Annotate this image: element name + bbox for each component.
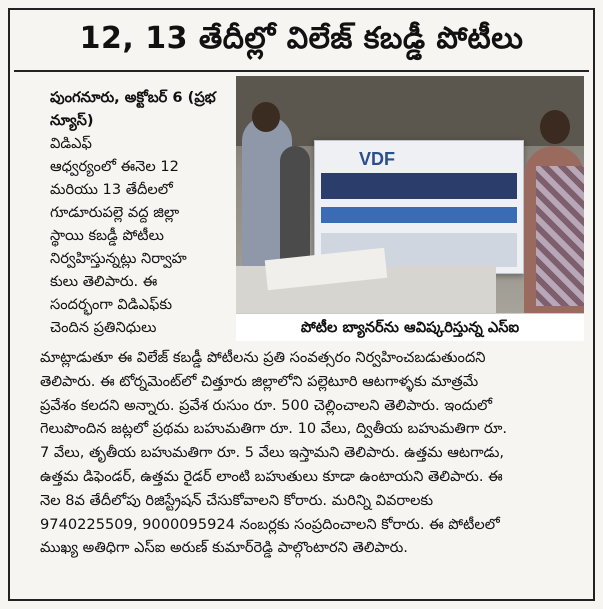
- checked-shirt: [536, 166, 584, 306]
- body-line: నెల 8వ తేదీలోపు రిజిస్ట్రేషన్ చేసుకోవాలని కోరారు. మరిన్ని వివరాలకు: [40, 491, 434, 509]
- photo-caption: పోటీల బ్యానర్‌ను ఆవిష్కరిస్తున్న ఎస్ఐ: [236, 313, 584, 341]
- body-line: గెలుపొందిన జట్లలో ప్రథమ బహుమతిగా రూ. 10 వేలు, ద్వితీయ బహుమతిగా రూ.: [40, 420, 507, 438]
- left-line: సందర్భంగా విడిఎఫ్‌కు: [50, 296, 173, 313]
- news-photo: [236, 76, 584, 313]
- headline: 12, 13 తేదీల్లో విలేజ్ కబడ్డీ పోటీలు: [79, 21, 524, 56]
- body-line: తెలిపారు. ఈ టోర్నమెంట్‌లో చిత్తూరు జిల్లాలోని పల్లెటూరి ఆటగాళ్ళకు మాత్రమే: [40, 372, 479, 390]
- left-line: విడిఎఫ్: [50, 135, 92, 152]
- body-line: ముఖ్య అతిధిగా ఎస్ఐ అరుణ్ కుమార్‌రెడ్డి పాల్గొంటారని తెలిపారు.: [40, 539, 408, 557]
- dateline: పుంగనూరు, అక్టోబర్ 6 (ప్రభ న్యూస్): [50, 89, 216, 129]
- body-line: ప్రవేశం కలదని అన్నారు. ప్రవేశ రుసుం రూ. 500 చెల్లించాలని తెలిపారు. ఇందులో: [40, 396, 493, 414]
- left-line: గూడూరుపల్లె వద్ద జిల్లా: [50, 204, 180, 221]
- banner-brand: VDF: [359, 149, 395, 169]
- body-line: ఉత్తమ డిఫెండర్, ఉత్తమ రైడర్ లాంటి బహుతులు కూడా ఉంటాయని తెలిపారు. ఈ: [40, 467, 503, 485]
- left-line: మరియు 13 తేదీలలో: [50, 181, 173, 198]
- man-head: [540, 110, 570, 144]
- body-text: [40, 346, 588, 560]
- banner-date-band: [321, 207, 517, 223]
- lead-column: [50, 86, 228, 339]
- left-line: నిర్వహిస్తున్నట్లు నిర్వాహ: [50, 250, 187, 267]
- officer-head: [252, 102, 280, 132]
- banner-title-band: [321, 173, 517, 199]
- body-line: 7 వేలు, తృతీయ బహుమతిగా రూ. 5 వేలు ఇస్తామని తెలిపారు. ఉత్తమ ఆటగాడు,: [40, 444, 505, 462]
- left-line: ఆధ్వర్యంలో ఈనెల 12: [50, 158, 179, 175]
- body-line: మాట్లాడుతూ ఈ విలేజ్ కబడ్డీ పోటీలను ప్రతి సంవత్సరం నిర్వహించబడుతుందని: [40, 349, 486, 366]
- headline-rule: [14, 70, 589, 72]
- left-line: స్థాయి కబడ్డీ పోటీలు: [50, 227, 164, 244]
- left-line: కులు తెలిపారు. ఈ: [50, 273, 158, 290]
- body-line: 9740225509, 9000095924 నంబర్లకు సంప్రదించాలని కోరారు. ఈ పోటీలలో: [40, 515, 500, 533]
- left-line: చెందిన ప్రతినిధులు: [50, 319, 157, 336]
